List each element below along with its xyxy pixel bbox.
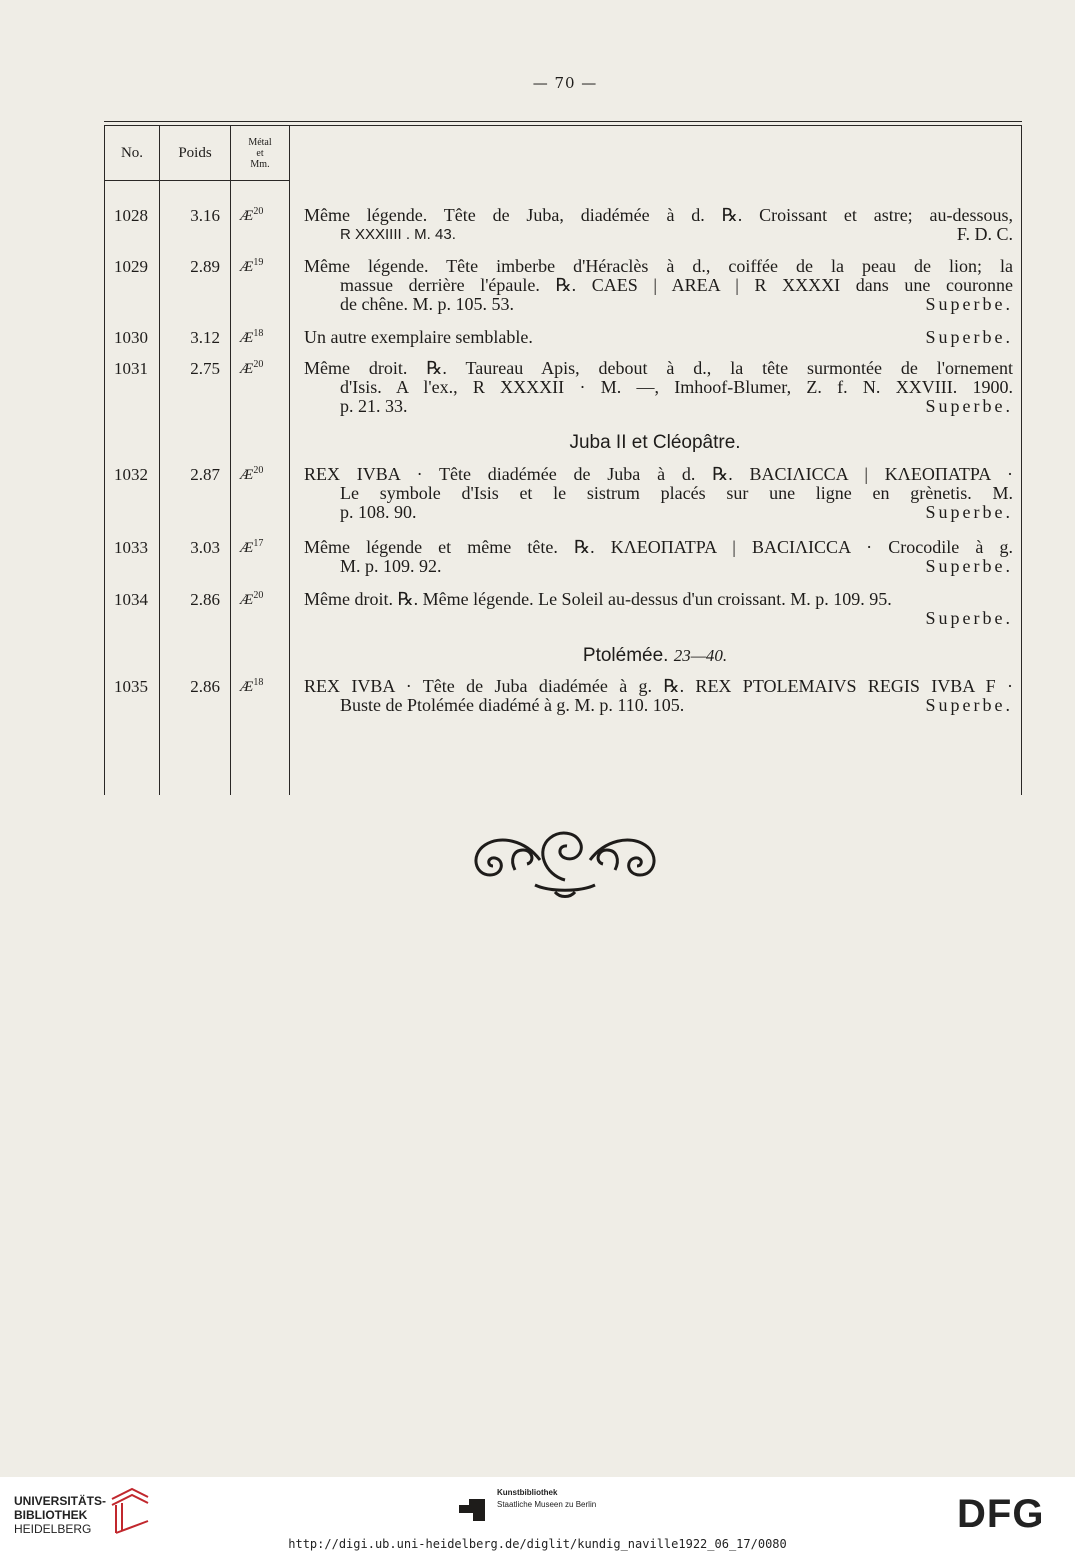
module-size: 18 [253,677,264,688]
grade: Superbe. [925,396,1013,416]
metal-symbol: Æ [240,467,254,483]
source-url[interactable]: http://digi.ub.uni-heidelberg.de/diglit/kundig_naville1922_06_17/0080 [288,1537,787,1551]
entry-number: 1033 [114,538,148,557]
column-rule-left [104,125,105,795]
column-rule-metal [289,125,290,795]
entry-description [304,538,1013,576]
grade: Superbe. [925,608,1013,628]
module-size: 19 [253,257,264,268]
entry-metal [240,359,263,378]
description-line [304,609,1013,628]
metal-symbol: Æ [240,330,254,346]
entry-metal [240,538,263,557]
module-size: 20 [253,465,264,476]
grade: Superbe. [925,502,1013,522]
metal-symbol: Æ [240,679,254,695]
description-line: Même droit. ℞. Même légende. Le Soleil au-dessus d'un croissant. M. p. 109. 95. [304,589,892,609]
header-metal [231,137,289,170]
kunstbibliothek-label [497,1487,596,1511]
university-name-line1: UNIVERSITÄTS- [14,1494,107,1508]
column-rule-right [1021,125,1022,795]
metal-symbol: Æ [240,361,254,377]
entry-description [304,359,1013,416]
entry-weight: 2.86 [190,677,220,696]
entry-weight: 2.75 [190,359,220,378]
university-name-line2: BIBLIOTHEK [14,1508,88,1522]
grade: Superbe. [925,695,1013,715]
entry-number: 1029 [114,257,148,276]
header-poids: Poids [178,145,212,161]
digitization-footer [0,1477,1075,1555]
entry-metal [240,328,263,347]
entry-description [304,328,1013,347]
entry-description [304,677,1013,715]
header-metal-line2: et [256,148,264,159]
grade: F. D. C. [956,224,1013,244]
entry-number: 1030 [114,328,148,347]
entry-metal [240,206,263,225]
university-logo-icon [108,1485,152,1535]
module-size: 17 [253,538,264,549]
description-text: R XXXIIII . M. 43. [340,226,456,243]
entry-number: 1032 [114,465,148,484]
description-line [304,557,1013,576]
description-line: REX IVBA · Tête de Juba diadémée à g. ℞. REX PTOLEMAIVS REGIS IVBA F · [304,676,1013,696]
entry-weight: 3.03 [190,538,220,557]
description-line [304,328,1013,347]
description-text: Buste de Ptolémée diadémé à g. M. p. 110. 105. [340,695,685,715]
kunstbibliothek-logo-icon [457,1495,487,1525]
description-text: de chêne. M. p. 105. 53. [340,294,514,314]
decorative-ornament [455,820,675,900]
entry-description [304,206,1013,244]
description-text: Un autre exemplaire semblable. [304,327,533,347]
header-bottom-rule [104,180,290,181]
entry-number: 1028 [114,206,148,225]
metal-symbol: Æ [240,259,254,275]
module-size: 20 [253,359,264,370]
header-metal-line3: Mm. [250,159,270,170]
description-line: Le symbole d'Isis et le sistrum placés sur une ligne en grènetis. M. [340,483,1013,503]
metal-symbol: Æ [240,592,254,608]
section-dates: 23—40. [673,646,728,665]
module-size: 20 [253,206,264,217]
section-heading-juba: Juba II et Cléopâtre. [569,432,741,453]
section-title: Ptolémée. [582,645,669,666]
grade: Superbe. [925,327,1013,347]
description-line [304,696,1013,715]
metal-symbol: Æ [240,540,254,556]
description-line [304,225,1013,244]
description-line [304,503,1013,522]
entry-weight: 2.89 [190,257,220,276]
entry-number: 1035 [114,677,148,696]
kunstbibliothek-subtitle: Staatliche Museen zu Berlin [497,1500,597,1509]
description-text: p. 108. 90. [340,502,417,522]
entry-description [304,590,1013,628]
description-line: Même légende et même tête. ℞. ΚΛΕΟΠΑΤΡΑ | ΒΑCΙΛΙCCΑ · Crocodile à g. [304,537,1013,557]
entry-metal [240,465,263,484]
description-line: Même légende. Tête de Juba, diadémée à d. ℞. Croissant et astre; au-dessous, [304,205,1013,225]
university-library-name [14,1494,106,1536]
description-line: Même droit. ℞. Taureau Apis, debout à d., la tête surmontée de l'ornement [304,358,1013,378]
description-line: REX IVBA · Tête diadémée de Juba à d. ℞. ΒΑCΙΛΙCCΑ | ΚΛΕΟΠΑΤΡΑ · [304,464,1013,484]
entry-weight: 2.87 [190,465,220,484]
description-line [304,295,1013,314]
entry-number: 1031 [114,359,148,378]
header-no: No. [120,145,144,161]
kunstbibliothek-name: Kunstbibliothek [497,1488,558,1497]
entry-metal [240,257,263,276]
entry-description [304,257,1013,314]
page-number: — 70 — [532,74,598,92]
grade: Superbe. [925,294,1013,314]
grade: Superbe. [925,556,1013,576]
description-text: p. 21. 33. [340,396,408,416]
entry-metal [240,677,263,696]
section-heading-ptolemee [290,645,1020,667]
entry-weight: 3.16 [190,206,220,225]
dfg-logo: DFG [957,1492,1045,1536]
entry-number: 1034 [114,590,148,609]
column-rule-poids [230,125,231,795]
description-text: M. p. 109. 92. [340,556,442,576]
table-top-rule-2 [104,125,1022,126]
entry-description [304,465,1013,522]
module-size: 20 [253,590,264,601]
description-line: d'Isis. A l'ex., R XXXXII · M. —, Imhoof-Blumer, Z. f. N. XXVIII. 1900. [340,377,1013,397]
university-name-line3: HEIDELBERG [14,1522,92,1536]
entry-weight: 3.12 [190,328,220,347]
description-line: Même légende. Tête imberbe d'Héraclès à d., coiffée de la peau de lion; la [304,256,1013,276]
entry-weight: 2.86 [190,590,220,609]
table-top-rule [104,121,1022,122]
description-line [304,397,1013,416]
header-metal-line1: Métal [248,137,272,148]
metal-symbol: Æ [240,208,254,224]
entry-metal [240,590,263,609]
module-size: 18 [253,328,264,339]
description-line: massue derrière l'épaule. ℞. CAES | AREA | R XXXXI dans une couronne [340,275,1013,295]
